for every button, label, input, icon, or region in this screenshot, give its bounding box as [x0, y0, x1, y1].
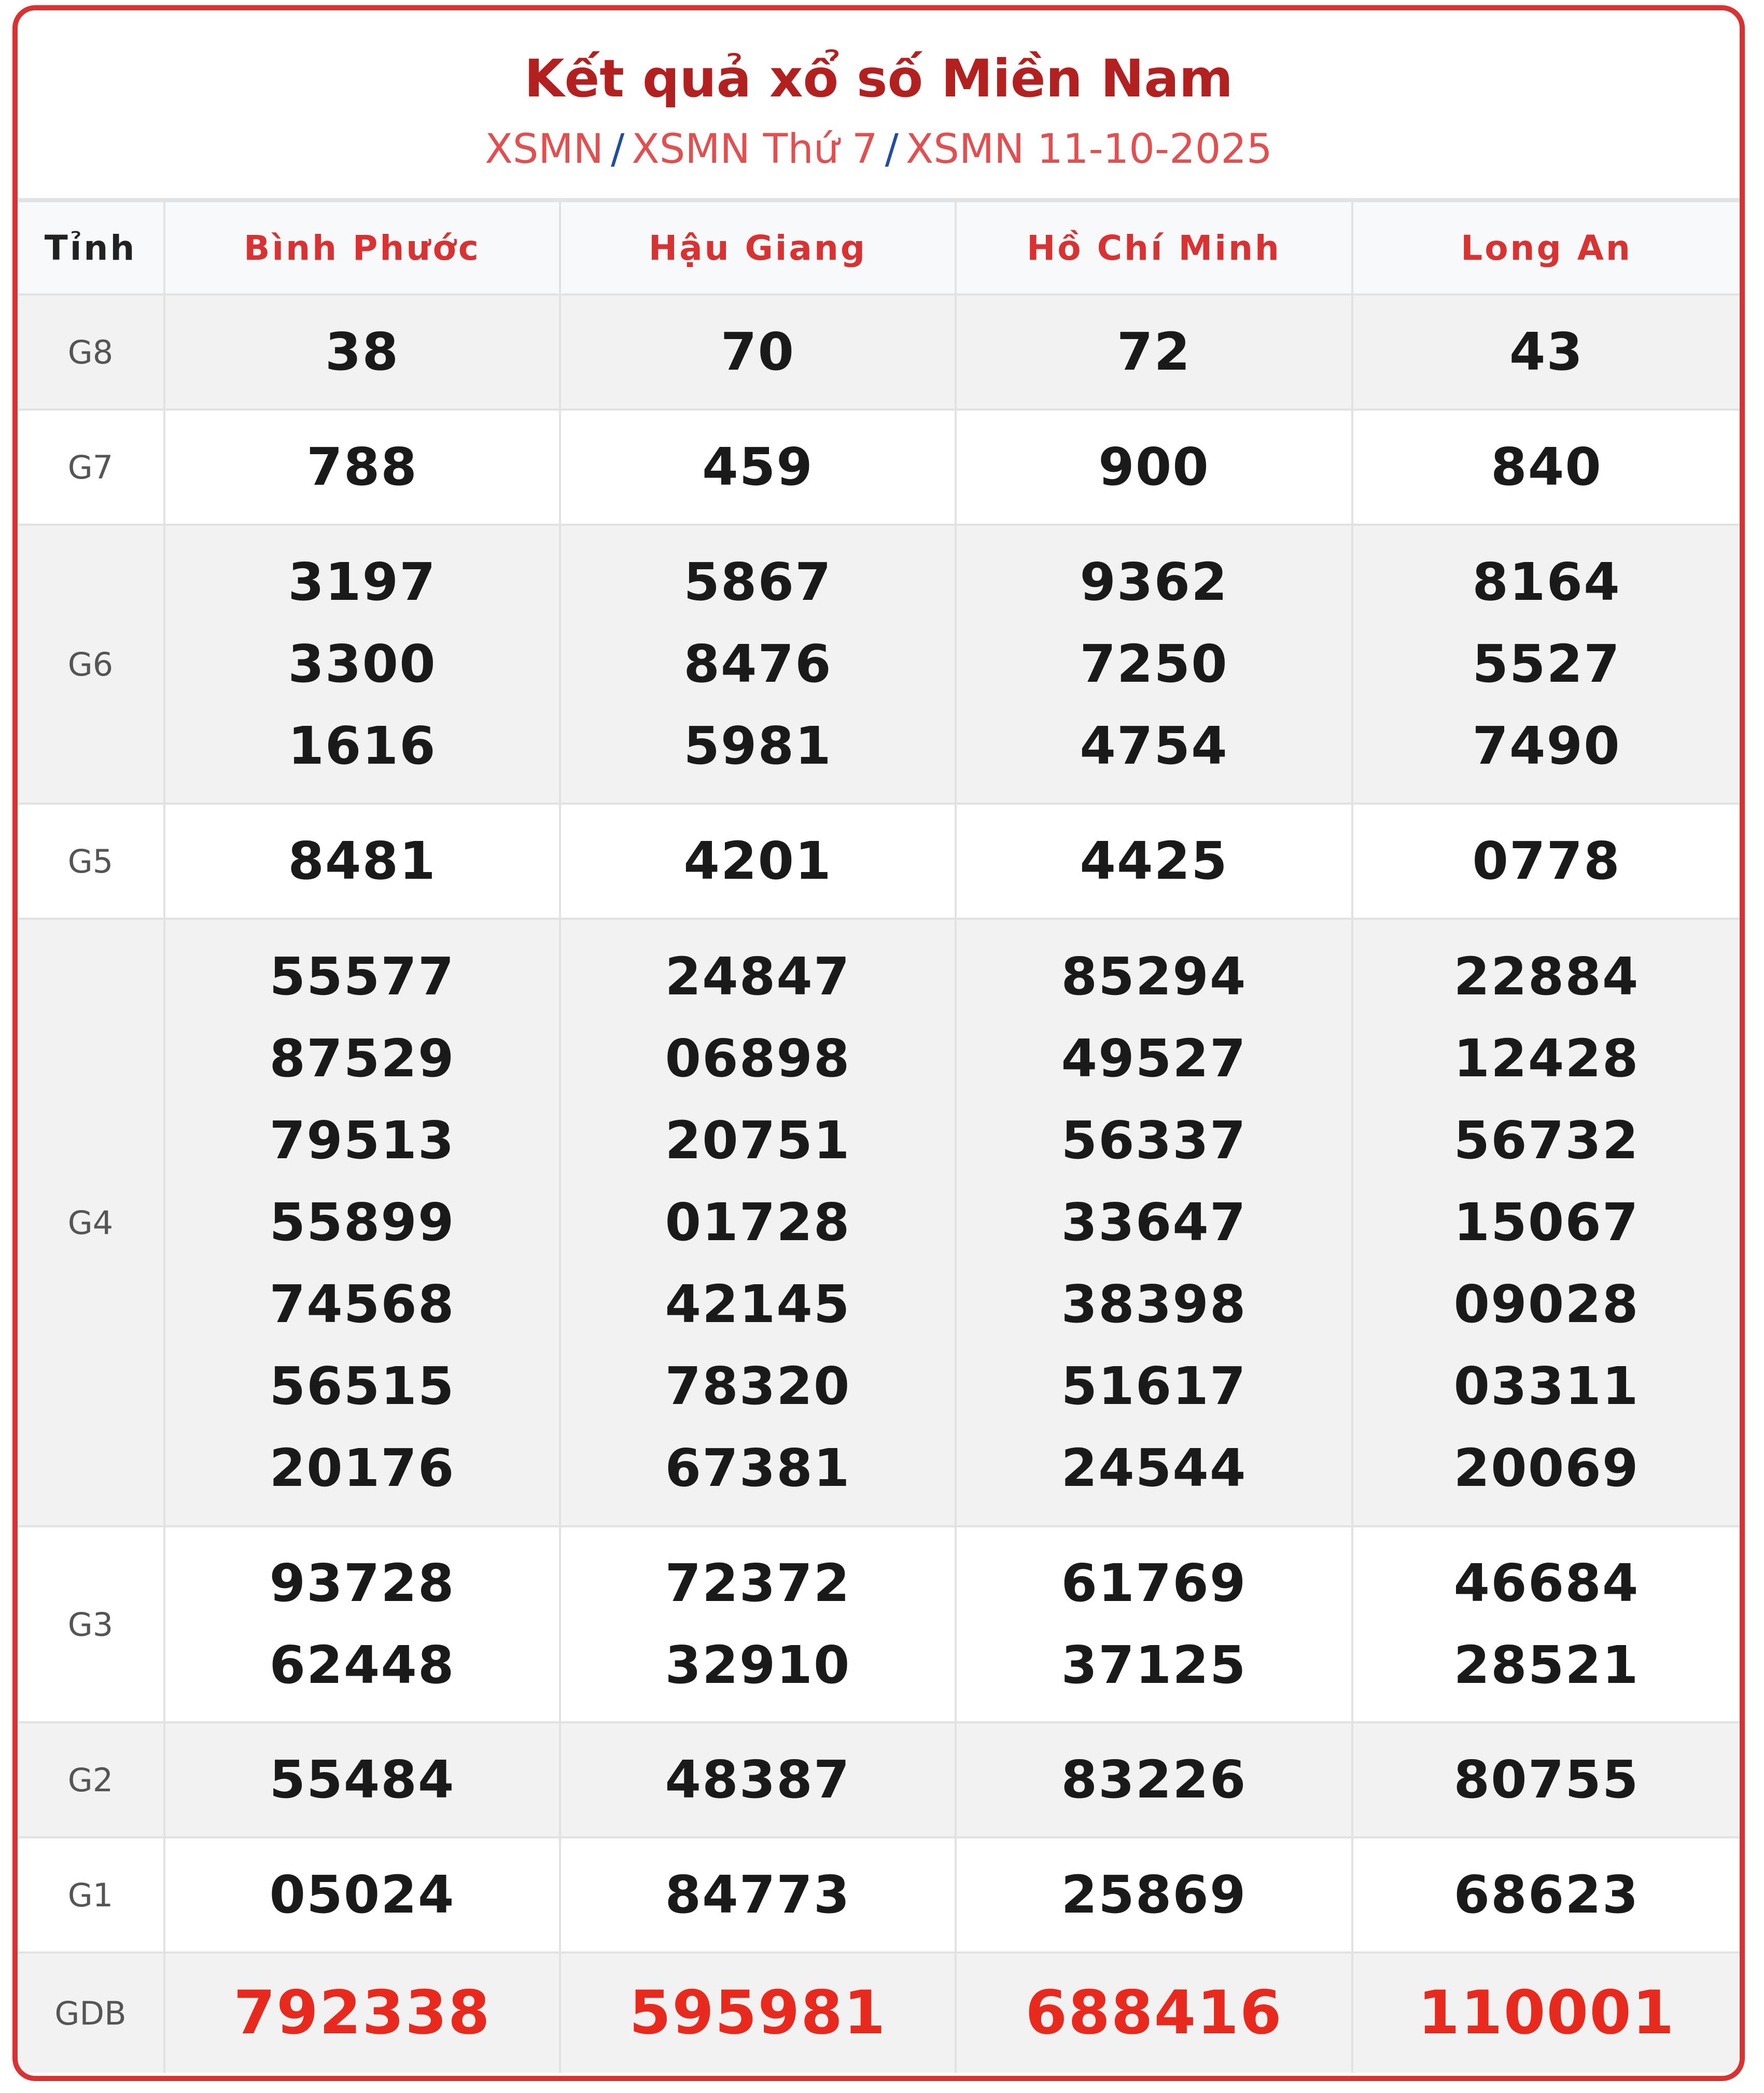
prize-cell [560, 1722, 956, 1837]
prize-number: 68623 [1453, 1864, 1640, 1925]
prize-cell [560, 1952, 956, 2073]
prize-number: 62448 [269, 1635, 455, 1695]
prize-number: 51617 [1061, 1356, 1247, 1416]
prize-cell [956, 525, 1352, 804]
prize-label: G7 [18, 410, 164, 525]
prize-number: 87529 [269, 1028, 455, 1089]
prize-number: 93728 [269, 1553, 455, 1613]
prize-cell [560, 919, 956, 1526]
breadcrumb-link-xsmn-date[interactable]: XSMN 11-10-2025 [905, 126, 1272, 173]
prize-cell [1352, 294, 1740, 410]
prize-cell [164, 525, 560, 804]
prize-cell [164, 1526, 560, 1722]
prize-cell [164, 919, 560, 1526]
prize-label: G2 [18, 1722, 164, 1837]
table-row [18, 1722, 1740, 1837]
prize-number: 72372 [665, 1553, 851, 1613]
prize-number: 56337 [1061, 1110, 1247, 1171]
prize-number: 8164 [1472, 552, 1621, 612]
prize-number: 05024 [269, 1864, 455, 1925]
prize-cell [956, 1952, 1352, 2073]
prize-cell [956, 1722, 1352, 1837]
prize-number: 4754 [1080, 715, 1228, 776]
results-table [18, 200, 1740, 2073]
prize-cell [956, 1526, 1352, 1722]
prize-cell [1352, 1722, 1740, 1837]
prize-number: 688416 [1025, 1978, 1283, 2048]
prize-number: 78320 [665, 1356, 851, 1416]
prize-cell [164, 1837, 560, 1952]
prize-number: 110001 [1418, 1978, 1675, 2048]
prize-cell [560, 410, 956, 525]
breadcrumb-link-xsmn[interactable]: XSMN [485, 126, 604, 173]
prize-number: 792338 [233, 1978, 491, 2048]
prize-label: G3 [18, 1526, 164, 1722]
prize-cell [1352, 919, 1740, 1526]
prize-number: 55577 [269, 946, 455, 1007]
corner-header: Tỉnh [18, 201, 164, 294]
prize-cell [1352, 1526, 1740, 1722]
prize-number: 15067 [1453, 1192, 1640, 1253]
prize-number: 74568 [269, 1274, 455, 1335]
breadcrumb-separator: / [885, 126, 899, 173]
province-header[interactable]: Hồ Chí Minh [956, 201, 1352, 294]
prize-cell [1352, 1837, 1740, 1952]
prize-number: 5981 [683, 715, 832, 776]
prize-cell [956, 294, 1352, 410]
prize-number: 61769 [1061, 1553, 1247, 1613]
results-card [12, 5, 1745, 2081]
province-header[interactable]: Long An [1352, 201, 1740, 294]
prize-cell [560, 525, 956, 804]
prize-number: 459 [702, 437, 814, 497]
province-header[interactable]: Hậu Giang [560, 201, 956, 294]
prize-label: G5 [18, 804, 164, 919]
prize-number: 38 [325, 321, 400, 382]
prize-number: 38398 [1061, 1274, 1247, 1335]
prize-number: 84773 [665, 1864, 851, 1925]
prize-cell [164, 804, 560, 919]
prize-label: G6 [18, 525, 164, 804]
prize-number: 7490 [1472, 715, 1621, 776]
prize-number: 3300 [288, 634, 437, 694]
results-header [18, 10, 1740, 200]
page-title: Kết quả xổ số Miền Nam [524, 48, 1234, 109]
prize-number: 28521 [1453, 1635, 1640, 1695]
prize-number: 56732 [1453, 1110, 1640, 1171]
prize-cell [1352, 804, 1740, 919]
breadcrumb-link-xsmn-thu7[interactable]: XSMN Thứ 7 [632, 126, 878, 173]
table-row [18, 1526, 1740, 1722]
table-row [18, 919, 1740, 1526]
prize-number: 20176 [269, 1438, 455, 1498]
prize-number: 03311 [1453, 1356, 1640, 1416]
prize-number: 09028 [1453, 1274, 1640, 1335]
prize-number: 46684 [1453, 1553, 1640, 1613]
prize-number: 8481 [288, 831, 437, 891]
prize-number: 900 [1098, 437, 1210, 497]
prize-label: G8 [18, 294, 164, 410]
prize-cell [956, 804, 1352, 919]
prize-number: 7250 [1080, 634, 1228, 694]
prize-cell [560, 294, 956, 410]
breadcrumb [18, 118, 1740, 180]
prize-number: 20751 [665, 1110, 851, 1171]
prize-number: 70 [720, 321, 795, 382]
prize-number: 12428 [1453, 1028, 1640, 1089]
prize-number: 9362 [1080, 552, 1228, 612]
prize-number: 55484 [269, 1749, 455, 1810]
prize-cell [560, 1837, 956, 1952]
prize-cell [1352, 410, 1740, 525]
prize-number: 8476 [683, 634, 832, 694]
prize-number: 24544 [1061, 1438, 1247, 1498]
table-row [18, 294, 1740, 410]
prize-number: 67381 [665, 1438, 851, 1498]
prize-number: 37125 [1061, 1635, 1247, 1695]
prize-number: 83226 [1061, 1749, 1247, 1810]
prize-number: 25869 [1061, 1864, 1247, 1925]
prize-cell [164, 1722, 560, 1837]
prize-label: G1 [18, 1837, 164, 1952]
prize-cell [164, 1952, 560, 2073]
prize-number: 48387 [665, 1749, 851, 1810]
prize-cell [1352, 1952, 1740, 2073]
prize-cell [956, 919, 1352, 1526]
breadcrumb-separator: / [611, 126, 625, 173]
prize-number: 33647 [1061, 1192, 1247, 1253]
prize-label: GDB [18, 1952, 164, 2073]
prize-cell [560, 804, 956, 919]
prize-number: 4425 [1080, 831, 1228, 891]
prize-number: 85294 [1061, 946, 1247, 1007]
table-row [18, 410, 1740, 525]
prize-number: 5867 [683, 552, 832, 612]
prize-number: 06898 [665, 1028, 851, 1089]
prize-number: 32910 [665, 1635, 851, 1695]
prize-number: 595981 [629, 1978, 887, 2048]
prize-number: 24847 [665, 946, 851, 1007]
prize-number: 79513 [269, 1110, 455, 1171]
prize-cell [956, 1837, 1352, 1952]
prize-number: 43 [1509, 321, 1584, 382]
prize-number: 3197 [288, 552, 437, 612]
prize-cell [164, 410, 560, 525]
table-row [18, 1837, 1740, 1952]
prize-cell [560, 1526, 956, 1722]
table-row [18, 525, 1740, 804]
prize-number: 5527 [1472, 634, 1621, 694]
prize-number: 49527 [1061, 1028, 1247, 1089]
prize-label: G4 [18, 919, 164, 1526]
table-row [18, 1952, 1740, 2073]
prize-number: 72 [1116, 321, 1192, 382]
prize-cell [1352, 525, 1740, 804]
table-header-row [18, 201, 1740, 294]
prize-number: 4201 [683, 831, 832, 891]
prize-number: 22884 [1453, 946, 1640, 1007]
prize-number: 01728 [665, 1192, 851, 1253]
province-header[interactable]: Bình Phước [164, 201, 560, 294]
prize-number: 42145 [665, 1274, 851, 1335]
prize-number: 840 [1491, 437, 1602, 497]
prize-number: 20069 [1453, 1438, 1640, 1498]
prize-number: 80755 [1453, 1749, 1640, 1810]
prize-number: 1616 [288, 715, 437, 776]
prize-cell [164, 294, 560, 410]
prize-number: 788 [306, 437, 418, 497]
table-row [18, 804, 1740, 919]
prize-cell [956, 410, 1352, 525]
prize-number: 0778 [1472, 831, 1621, 891]
prize-number: 55899 [269, 1192, 455, 1253]
prize-number: 56515 [269, 1356, 455, 1416]
